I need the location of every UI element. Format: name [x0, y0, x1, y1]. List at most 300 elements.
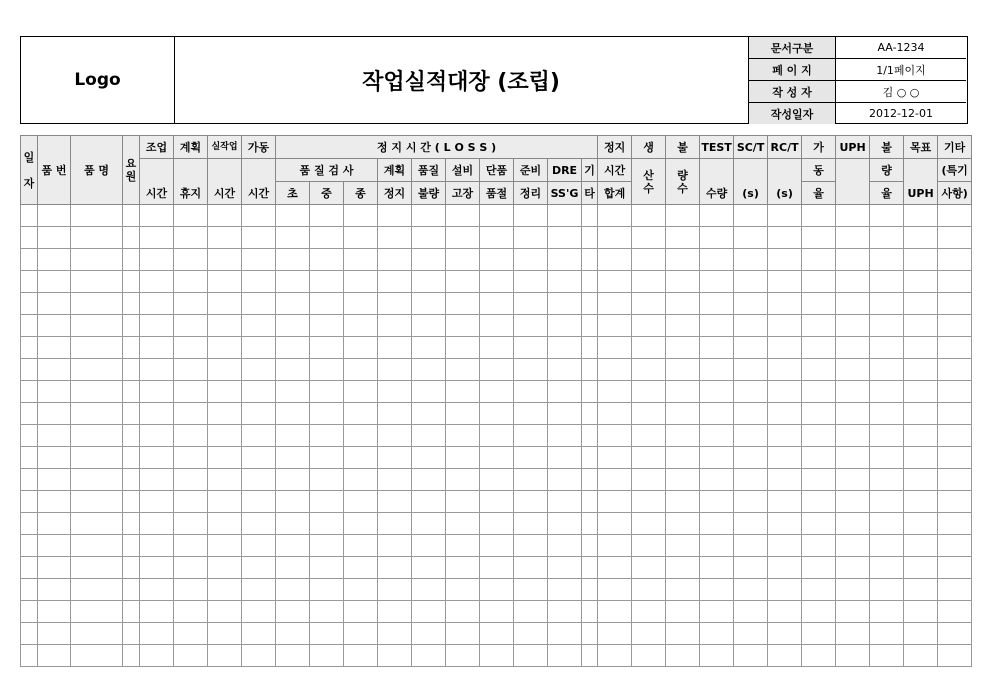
- table-cell[interactable]: [582, 557, 598, 579]
- table-cell[interactable]: [242, 557, 276, 579]
- table-cell[interactable]: [548, 249, 582, 271]
- table-cell[interactable]: [446, 425, 480, 447]
- table-cell[interactable]: [208, 623, 242, 645]
- table-cell[interactable]: [582, 601, 598, 623]
- table-cell[interactable]: [836, 249, 870, 271]
- table-cell[interactable]: [208, 425, 242, 447]
- table-cell[interactable]: [412, 601, 446, 623]
- table-cell[interactable]: [344, 425, 378, 447]
- table-cell[interactable]: [734, 623, 768, 645]
- table-cell[interactable]: [734, 579, 768, 601]
- table-cell[interactable]: [632, 623, 666, 645]
- table-cell[interactable]: [242, 293, 276, 315]
- table-cell[interactable]: [123, 227, 140, 249]
- table-cell[interactable]: [514, 601, 548, 623]
- table-cell[interactable]: [802, 403, 836, 425]
- table-cell[interactable]: [582, 491, 598, 513]
- table-cell[interactable]: [378, 535, 412, 557]
- table-cell[interactable]: [71, 337, 123, 359]
- table-cell[interactable]: [632, 491, 666, 513]
- table-cell[interactable]: [242, 425, 276, 447]
- table-cell[interactable]: [344, 205, 378, 227]
- table-cell[interactable]: [38, 579, 71, 601]
- table-cell[interactable]: [344, 447, 378, 469]
- table-cell[interactable]: [836, 601, 870, 623]
- table-cell[interactable]: [140, 227, 174, 249]
- table-cell[interactable]: [836, 359, 870, 381]
- table-cell[interactable]: [412, 513, 446, 535]
- table-cell[interactable]: [412, 645, 446, 667]
- table-cell[interactable]: [632, 469, 666, 491]
- table-cell[interactable]: [21, 447, 38, 469]
- table-cell[interactable]: [446, 645, 480, 667]
- table-cell[interactable]: [174, 271, 208, 293]
- table-cell[interactable]: [208, 557, 242, 579]
- table-cell[interactable]: [412, 403, 446, 425]
- table-cell[interactable]: [514, 205, 548, 227]
- table-cell[interactable]: [768, 601, 802, 623]
- table-cell[interactable]: [21, 227, 38, 249]
- table-cell[interactable]: [276, 337, 310, 359]
- table-cell[interactable]: [904, 425, 938, 447]
- table-cell[interactable]: [21, 491, 38, 513]
- table-cell[interactable]: [700, 623, 734, 645]
- table-cell[interactable]: [548, 337, 582, 359]
- table-cell[interactable]: [71, 403, 123, 425]
- table-cell[interactable]: [734, 513, 768, 535]
- table-cell[interactable]: [666, 645, 700, 667]
- table-cell[interactable]: [21, 557, 38, 579]
- table-cell[interactable]: [412, 623, 446, 645]
- table-cell[interactable]: [310, 557, 344, 579]
- table-cell[interactable]: [310, 315, 344, 337]
- table-cell[interactable]: [446, 315, 480, 337]
- table-cell[interactable]: [208, 315, 242, 337]
- table-cell[interactable]: [208, 205, 242, 227]
- table-cell[interactable]: [598, 227, 632, 249]
- table-cell[interactable]: [768, 359, 802, 381]
- table-cell[interactable]: [598, 249, 632, 271]
- table-cell[interactable]: [700, 315, 734, 337]
- table-cell[interactable]: [480, 645, 514, 667]
- table-cell[interactable]: [174, 623, 208, 645]
- table-cell[interactable]: [276, 623, 310, 645]
- table-cell[interactable]: [548, 447, 582, 469]
- table-cell[interactable]: [480, 337, 514, 359]
- table-cell[interactable]: [802, 579, 836, 601]
- table-cell[interactable]: [802, 557, 836, 579]
- table-cell[interactable]: [21, 601, 38, 623]
- table-cell[interactable]: [140, 403, 174, 425]
- table-cell[interactable]: [582, 227, 598, 249]
- table-cell[interactable]: [174, 491, 208, 513]
- table-cell[interactable]: [38, 645, 71, 667]
- table-cell[interactable]: [802, 491, 836, 513]
- table-cell[interactable]: [734, 403, 768, 425]
- table-cell[interactable]: [123, 249, 140, 271]
- table-cell[interactable]: [38, 315, 71, 337]
- table-cell[interactable]: [904, 601, 938, 623]
- table-cell[interactable]: [276, 645, 310, 667]
- table-cell[interactable]: [582, 381, 598, 403]
- table-cell[interactable]: [344, 491, 378, 513]
- table-cell[interactable]: [38, 557, 71, 579]
- table-cell[interactable]: [904, 381, 938, 403]
- table-cell[interactable]: [598, 293, 632, 315]
- table-cell[interactable]: [768, 403, 802, 425]
- table-cell[interactable]: [174, 337, 208, 359]
- table-cell[interactable]: [242, 623, 276, 645]
- table-cell[interactable]: [71, 381, 123, 403]
- table-cell[interactable]: [802, 271, 836, 293]
- table-cell[interactable]: [174, 293, 208, 315]
- table-cell[interactable]: [666, 271, 700, 293]
- table-cell[interactable]: [598, 535, 632, 557]
- table-cell[interactable]: [310, 601, 344, 623]
- table-cell[interactable]: [38, 337, 71, 359]
- table-cell[interactable]: [632, 205, 666, 227]
- table-cell[interactable]: [123, 271, 140, 293]
- table-cell[interactable]: [666, 623, 700, 645]
- table-cell[interactable]: [870, 205, 904, 227]
- table-cell[interactable]: [598, 403, 632, 425]
- table-cell[interactable]: [71, 579, 123, 601]
- table-cell[interactable]: [242, 337, 276, 359]
- table-cell[interactable]: [734, 381, 768, 403]
- table-cell[interactable]: [870, 469, 904, 491]
- table-cell[interactable]: [870, 623, 904, 645]
- table-cell[interactable]: [582, 403, 598, 425]
- table-cell[interactable]: [802, 447, 836, 469]
- table-cell[interactable]: [174, 403, 208, 425]
- table-cell[interactable]: [632, 513, 666, 535]
- table-cell[interactable]: [378, 447, 412, 469]
- table-cell[interactable]: [632, 381, 666, 403]
- table-cell[interactable]: [514, 249, 548, 271]
- table-cell[interactable]: [276, 315, 310, 337]
- table-cell[interactable]: [480, 513, 514, 535]
- table-cell[interactable]: [632, 249, 666, 271]
- table-cell[interactable]: [480, 535, 514, 557]
- table-cell[interactable]: [938, 249, 972, 271]
- table-cell[interactable]: [904, 359, 938, 381]
- table-cell[interactable]: [480, 293, 514, 315]
- table-cell[interactable]: [768, 447, 802, 469]
- table-cell[interactable]: [123, 381, 140, 403]
- table-cell[interactable]: [140, 381, 174, 403]
- table-cell[interactable]: [310, 381, 344, 403]
- table-cell[interactable]: [310, 271, 344, 293]
- table-cell[interactable]: [71, 425, 123, 447]
- table-cell[interactable]: [446, 535, 480, 557]
- table-cell[interactable]: [904, 227, 938, 249]
- table-cell[interactable]: [123, 557, 140, 579]
- table-cell[interactable]: [666, 315, 700, 337]
- table-cell[interactable]: [446, 227, 480, 249]
- table-cell[interactable]: [140, 535, 174, 557]
- table-cell[interactable]: [480, 491, 514, 513]
- table-cell[interactable]: [208, 469, 242, 491]
- table-cell[interactable]: [412, 579, 446, 601]
- table-cell[interactable]: [140, 249, 174, 271]
- table-cell[interactable]: [700, 271, 734, 293]
- table-cell[interactable]: [700, 249, 734, 271]
- table-cell[interactable]: [123, 623, 140, 645]
- table-cell[interactable]: [21, 293, 38, 315]
- table-cell[interactable]: [632, 579, 666, 601]
- table-cell[interactable]: [276, 513, 310, 535]
- table-cell[interactable]: [514, 469, 548, 491]
- table-cell[interactable]: [140, 491, 174, 513]
- table-cell[interactable]: [938, 315, 972, 337]
- table-cell[interactable]: [71, 469, 123, 491]
- table-cell[interactable]: [38, 205, 71, 227]
- table-cell[interactable]: [582, 249, 598, 271]
- table-cell[interactable]: [276, 447, 310, 469]
- table-cell[interactable]: [700, 359, 734, 381]
- table-cell[interactable]: [208, 645, 242, 667]
- table-cell[interactable]: [666, 381, 700, 403]
- table-cell[interactable]: [446, 469, 480, 491]
- table-cell[interactable]: [836, 205, 870, 227]
- table-cell[interactable]: [242, 403, 276, 425]
- table-cell[interactable]: [378, 205, 412, 227]
- table-cell[interactable]: [514, 447, 548, 469]
- table-cell[interactable]: [344, 513, 378, 535]
- table-cell[interactable]: [21, 403, 38, 425]
- table-cell[interactable]: [598, 381, 632, 403]
- table-cell[interactable]: [548, 513, 582, 535]
- table-cell[interactable]: [802, 513, 836, 535]
- table-cell[interactable]: [582, 579, 598, 601]
- table-cell[interactable]: [123, 513, 140, 535]
- table-cell[interactable]: [480, 579, 514, 601]
- table-cell[interactable]: [514, 579, 548, 601]
- table-cell[interactable]: [632, 227, 666, 249]
- table-cell[interactable]: [768, 579, 802, 601]
- table-cell[interactable]: [734, 447, 768, 469]
- table-cell[interactable]: [870, 491, 904, 513]
- table-cell[interactable]: [666, 513, 700, 535]
- table-cell[interactable]: [21, 623, 38, 645]
- table-cell[interactable]: [666, 337, 700, 359]
- table-cell[interactable]: [802, 601, 836, 623]
- table-cell[interactable]: [734, 315, 768, 337]
- table-cell[interactable]: [378, 469, 412, 491]
- table-cell[interactable]: [276, 579, 310, 601]
- table-cell[interactable]: [904, 535, 938, 557]
- table-cell[interactable]: [870, 337, 904, 359]
- meta-value[interactable]: AA-1234: [836, 37, 967, 59]
- table-cell[interactable]: [140, 601, 174, 623]
- table-cell[interactable]: [734, 491, 768, 513]
- table-cell[interactable]: [904, 447, 938, 469]
- table-cell[interactable]: [870, 557, 904, 579]
- table-cell[interactable]: [412, 557, 446, 579]
- table-cell[interactable]: [768, 623, 802, 645]
- table-cell[interactable]: [310, 579, 344, 601]
- table-cell[interactable]: [174, 579, 208, 601]
- table-cell[interactable]: [870, 447, 904, 469]
- table-cell[interactable]: [700, 403, 734, 425]
- table-cell[interactable]: [71, 447, 123, 469]
- table-cell[interactable]: [768, 645, 802, 667]
- table-cell[interactable]: [734, 337, 768, 359]
- table-cell[interactable]: [836, 513, 870, 535]
- table-cell[interactable]: [378, 315, 412, 337]
- table-cell[interactable]: [412, 205, 446, 227]
- table-cell[interactable]: [344, 293, 378, 315]
- table-cell[interactable]: [582, 293, 598, 315]
- table-cell[interactable]: [836, 315, 870, 337]
- table-cell[interactable]: [446, 381, 480, 403]
- table-cell[interactable]: [666, 557, 700, 579]
- table-cell[interactable]: [38, 249, 71, 271]
- table-cell[interactable]: [174, 447, 208, 469]
- table-cell[interactable]: [344, 315, 378, 337]
- table-cell[interactable]: [480, 205, 514, 227]
- table-cell[interactable]: [310, 403, 344, 425]
- table-cell[interactable]: [208, 513, 242, 535]
- table-cell[interactable]: [310, 535, 344, 557]
- table-cell[interactable]: [71, 227, 123, 249]
- table-cell[interactable]: [514, 645, 548, 667]
- table-cell[interactable]: [174, 601, 208, 623]
- table-cell[interactable]: [276, 557, 310, 579]
- table-cell[interactable]: [123, 601, 140, 623]
- table-cell[interactable]: [514, 227, 548, 249]
- table-cell[interactable]: [344, 337, 378, 359]
- table-cell[interactable]: [514, 359, 548, 381]
- table-cell[interactable]: [38, 491, 71, 513]
- table-cell[interactable]: [38, 293, 71, 315]
- table-cell[interactable]: [700, 601, 734, 623]
- table-cell[interactable]: [21, 425, 38, 447]
- table-cell[interactable]: [582, 645, 598, 667]
- table-cell[interactable]: [446, 601, 480, 623]
- table-cell[interactable]: [242, 579, 276, 601]
- table-cell[interactable]: [938, 513, 972, 535]
- table-cell[interactable]: [938, 403, 972, 425]
- table-cell[interactable]: [582, 337, 598, 359]
- table-cell[interactable]: [904, 271, 938, 293]
- table-cell[interactable]: [548, 359, 582, 381]
- table-cell[interactable]: [38, 359, 71, 381]
- table-cell[interactable]: [632, 271, 666, 293]
- table-cell[interactable]: [768, 491, 802, 513]
- table-cell[interactable]: [938, 271, 972, 293]
- table-cell[interactable]: [344, 579, 378, 601]
- table-cell[interactable]: [446, 249, 480, 271]
- table-cell[interactable]: [344, 557, 378, 579]
- table-cell[interactable]: [700, 227, 734, 249]
- table-cell[interactable]: [700, 535, 734, 557]
- table-cell[interactable]: [242, 535, 276, 557]
- table-cell[interactable]: [123, 337, 140, 359]
- table-cell[interactable]: [140, 579, 174, 601]
- table-cell[interactable]: [514, 491, 548, 513]
- table-cell[interactable]: [938, 491, 972, 513]
- table-cell[interactable]: [768, 293, 802, 315]
- meta-value[interactable]: 2012-12-01: [836, 103, 967, 125]
- table-cell[interactable]: [904, 249, 938, 271]
- table-cell[interactable]: [123, 645, 140, 667]
- table-cell[interactable]: [242, 205, 276, 227]
- table-cell[interactable]: [802, 359, 836, 381]
- table-cell[interactable]: [734, 601, 768, 623]
- table-cell[interactable]: [344, 645, 378, 667]
- table-cell[interactable]: [836, 491, 870, 513]
- table-cell[interactable]: [310, 491, 344, 513]
- table-cell[interactable]: [666, 535, 700, 557]
- table-cell[interactable]: [140, 293, 174, 315]
- table-cell[interactable]: [140, 425, 174, 447]
- table-cell[interactable]: [71, 293, 123, 315]
- table-cell[interactable]: [174, 535, 208, 557]
- table-cell[interactable]: [378, 557, 412, 579]
- table-cell[interactable]: [598, 513, 632, 535]
- table-cell[interactable]: [378, 271, 412, 293]
- table-cell[interactable]: [734, 359, 768, 381]
- table-cell[interactable]: [582, 359, 598, 381]
- table-cell[interactable]: [242, 315, 276, 337]
- table-cell[interactable]: [632, 447, 666, 469]
- table-cell[interactable]: [938, 579, 972, 601]
- table-cell[interactable]: [71, 249, 123, 271]
- table-cell[interactable]: [870, 293, 904, 315]
- table-cell[interactable]: [208, 227, 242, 249]
- table-cell[interactable]: [480, 227, 514, 249]
- table-cell[interactable]: [870, 425, 904, 447]
- table-cell[interactable]: [310, 645, 344, 667]
- table-cell[interactable]: [276, 535, 310, 557]
- table-cell[interactable]: [412, 337, 446, 359]
- table-cell[interactable]: [700, 491, 734, 513]
- table-cell[interactable]: [208, 447, 242, 469]
- table-cell[interactable]: [734, 249, 768, 271]
- table-cell[interactable]: [700, 557, 734, 579]
- table-cell[interactable]: [378, 293, 412, 315]
- table-cell[interactable]: [598, 447, 632, 469]
- table-cell[interactable]: [836, 227, 870, 249]
- table-cell[interactable]: [480, 381, 514, 403]
- table-cell[interactable]: [242, 645, 276, 667]
- table-cell[interactable]: [666, 249, 700, 271]
- table-cell[interactable]: [548, 293, 582, 315]
- table-cell[interactable]: [208, 601, 242, 623]
- table-cell[interactable]: [71, 315, 123, 337]
- table-cell[interactable]: [21, 315, 38, 337]
- table-cell[interactable]: [598, 601, 632, 623]
- table-cell[interactable]: [276, 381, 310, 403]
- table-cell[interactable]: [632, 359, 666, 381]
- table-cell[interactable]: [242, 491, 276, 513]
- table-cell[interactable]: [514, 271, 548, 293]
- table-cell[interactable]: [768, 205, 802, 227]
- table-cell[interactable]: [598, 469, 632, 491]
- table-cell[interactable]: [480, 359, 514, 381]
- table-cell[interactable]: [310, 425, 344, 447]
- table-cell[interactable]: [768, 271, 802, 293]
- table-cell[interactable]: [446, 271, 480, 293]
- table-cell[interactable]: [140, 337, 174, 359]
- table-cell[interactable]: [802, 535, 836, 557]
- table-cell[interactable]: [598, 645, 632, 667]
- table-cell[interactable]: [938, 601, 972, 623]
- table-cell[interactable]: [344, 601, 378, 623]
- table-cell[interactable]: [378, 645, 412, 667]
- table-cell[interactable]: [344, 535, 378, 557]
